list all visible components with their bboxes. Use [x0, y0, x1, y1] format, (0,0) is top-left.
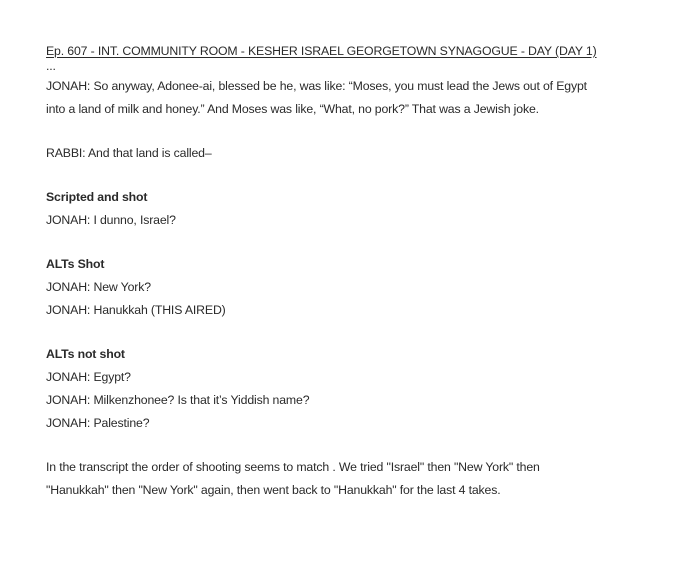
paragraph-spacer [46, 322, 686, 343]
dialogue-line: JONAH: Palestine? [46, 416, 150, 430]
paragraph-spacer [46, 121, 686, 142]
dialogue-line: JONAH: Milkenzhonee? Is that it’s Yiddish name? [46, 393, 310, 407]
ellipsis-marker: ... [46, 59, 56, 73]
paragraph-spacer [46, 232, 686, 253]
episode-heading: Ep. 607 - INT. COMMUNITY ROOM - KESHER ISRAEL GEORGETOWN SYNAGOGUE - DAY (DAY 1) [46, 44, 597, 58]
paragraph-spacer [46, 165, 686, 186]
dialogue-line: JONAH: New York? [46, 280, 151, 294]
dialogue-line-rabbi: RABBI: And that land is called– [46, 146, 212, 160]
section-label-alts-shot: ALTs Shot [46, 257, 105, 271]
dialogue-line: JONAH: Egypt? [46, 370, 131, 384]
transcript-document [46, 40, 686, 502]
dialogue-line: JONAH: I dunno, Israel? [46, 213, 176, 227]
section-label-alts-not-shot: ALTs not shot [46, 347, 125, 361]
section-label-scripted-and-shot: Scripted and shot [46, 190, 148, 204]
dialogue-line: JONAH: Hanukkah (THIS AIRED) [46, 303, 226, 317]
paragraph-spacer [46, 435, 686, 456]
dialogue-line-jonah-2: into a land of milk and honey.” And Moses was like, “What, no pork?” That was a Jewish joke. [46, 102, 539, 116]
shooting-order-note-line-2: "Hanukkah" then "New York" again, then went back to "Hanukkah" for the last 4 takes. [46, 483, 501, 497]
shooting-order-note-line-1: In the transcript the order of shooting seems to match . We tried "Israel" then "New York" then [46, 460, 540, 474]
dialogue-line-jonah-1: JONAH: So anyway, Adonee-ai, blessed be he, was like: “Moses, you must lead the Jews out of Egypt [46, 79, 587, 93]
